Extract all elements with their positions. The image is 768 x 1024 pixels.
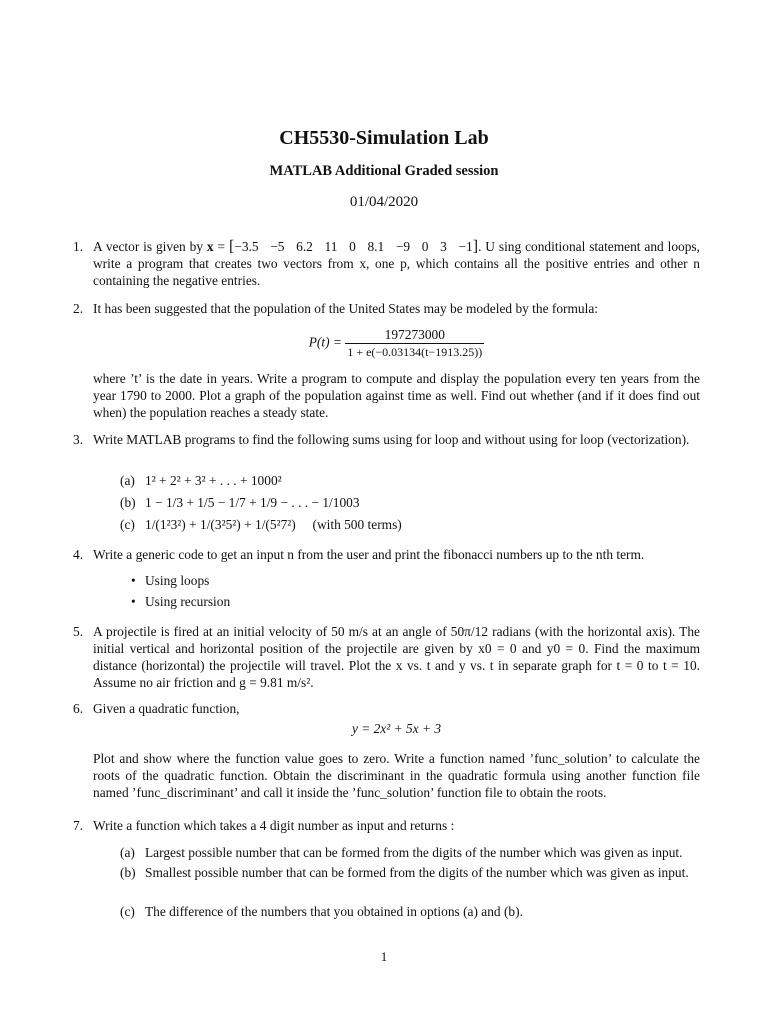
question-2-body: where ’t’ is the date in years. Write a program to compute and display the population every ten years from the year 1790 to 2000. Plot a graph of the population against time as well. Find out whether (and if it does find out when) the population reaches a steady state. (93, 371, 700, 420)
document-date: 01/04/2020 (349, 194, 419, 210)
question-number: 2. (73, 301, 84, 316)
question-2-intro: It has been suggested that the population of the United States may be modeled by the formula: (93, 301, 598, 316)
quadratic-equation: y = 2x² + 5x + 3 (351, 721, 442, 736)
bullet-item: • Using recursion (145, 594, 230, 610)
page-title: CH5530-Simulation Lab (279, 127, 489, 149)
sum-part-a: (a) 1² + 2² + 3² + . . . + 1000² (120, 473, 282, 488)
function-part-b: (b) Smallest possible number that can be formed from the digits of the number which was given as input. (120, 865, 689, 880)
question-7-intro: Write a function which takes a 4 digit number as input and returns : (93, 818, 455, 833)
question-3 (73, 431, 700, 448)
question-2 (73, 300, 700, 421)
question-number: 4. (73, 547, 84, 562)
q1-vector-values: −3.5 −5 6.2 11 0 8.1 −9 0 3 −1 (234, 239, 473, 254)
question-number: 1. (73, 239, 84, 254)
question-6-intro: Given a quadratic function, (93, 701, 240, 716)
question-4 (73, 546, 700, 563)
question-number: 7. (73, 818, 84, 833)
question-4-intro: Write a generic code to get an input n from the user and print the fibonacci numbers up to the nth term. (93, 547, 645, 562)
q1-body: . U sing conditional statement and loops, write a program that creates two vectors from x, one p, which contains all the positive entries and other n containing the negative entries. (93, 239, 700, 288)
question-5 (73, 623, 700, 691)
question-number: 3. (73, 432, 84, 447)
sum-part-b: (b) 1 − 1/3 + 1/5 − 1/7 + 1/9 − . . . − 1/1003 (120, 495, 360, 510)
bullet-item: • Using loops (145, 573, 209, 589)
question-1-text: A vector is given by x = [−3.5 −5 6.2 11 0 8.1 −9 0 3 −1]. U sing conditional statement and loops, write a program that creates two vectors from x, one p, which contains all the positive entries and other n containing the negative entries. (93, 238, 700, 288)
page-number: 1 (380, 949, 388, 964)
question-number: 5. (73, 624, 84, 639)
sum-part-c: (c) 1/(1²3²) + 1/(3²5²) + 1/(5²7²) (with 500 terms) (120, 517, 402, 532)
function-part-a: (a) Largest possible number that can be formed from the digits of the number which was given as input. (120, 845, 683, 860)
formula-denominator: 1 + e(−0.03134(t−1913.25)) (347, 345, 483, 359)
question-6-body: Plot and show where the function value goes to zero. Write a function named ’func_solution’ to calculate the roots of the quadratic function. Obtain the discriminant in the quadratic formula using another function file named ’func_discriminant’ and call it inside the ’func_solution’ function file to obtain the roots. (93, 751, 700, 800)
question-7 (73, 817, 700, 834)
function-part-c: (c) The difference of the numbers that you obtained in options (a) and (b). (120, 904, 523, 919)
question-5-text: A projectile is fired at an initial velocity of 50 m/s at an angle of 50π/12 radians (with the horizontal axis). The initial vertical and horizontal position of the projectile are given by x0 = 0 and y0 = 0. Find the maximum distance (horizontal) the projectile will travel. Plot the x vs. t and y vs. t in separate graph for t = 0 to t = 10. Assume no air friction and g = 9.81 m/s². (93, 624, 700, 690)
formula-numerator: 197273000 (345, 326, 484, 344)
page-subtitle: MATLAB Additional Graded session (269, 163, 499, 179)
question-number: 6. (73, 701, 84, 716)
question-6 (73, 700, 700, 801)
question-1 (73, 238, 700, 289)
population-formula: P(t) = $\frac{197273000}{1 + e(-0.03134(t-1913.25))}$ (308, 327, 483, 359)
question-3-intro: Write MATLAB programs to find the following sums using for loop and without using for loop (vectorization). (93, 432, 690, 447)
q1-vector-lead: A vector is given by (93, 239, 204, 254)
